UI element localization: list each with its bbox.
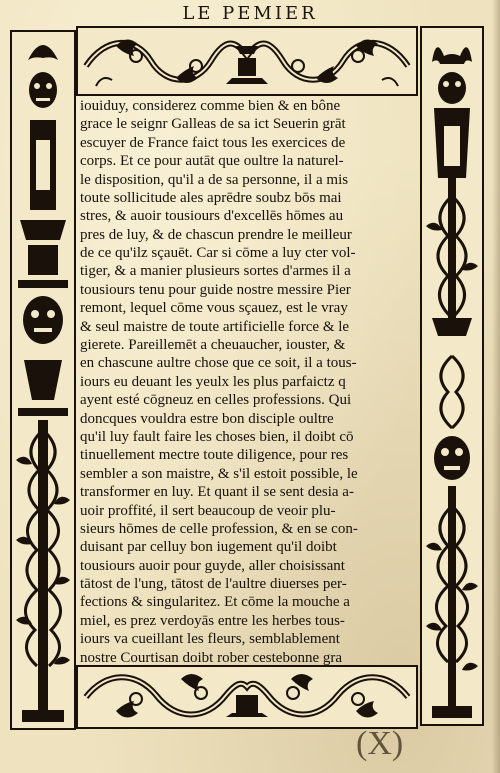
text-line: tiger, & a manier plusieurs sortes d'armes il a (80, 263, 351, 280)
text-line: tousiours auoir pour guyde, aller choisissant (80, 557, 345, 574)
bottom-woodcut-border (76, 665, 418, 729)
text-line: sieurs hōmes de celle profession, & en se con- (80, 520, 358, 537)
top-woodcut-border (76, 26, 418, 96)
text-line: uoir proffité, il sert beaucoup de veoir plu- (80, 502, 336, 519)
text-line: nostre Courtisan doibt rober cestebonne gra (80, 649, 343, 666)
text-line: en chascune aultre chose que ce soit, il a tous- (80, 355, 357, 372)
text-line: & seul maistre de toute artificielle force & le (80, 318, 350, 335)
text-line: escuyer de France faict tous les exercices de (80, 134, 346, 151)
text-line: iours va cueillant les fleurs, semblablement (80, 631, 340, 648)
text-line: tātost de l'ung, tātost de l'aultre diuerses per- (80, 576, 347, 593)
text-line: transformer en luy. Et quant il se sent desia a- (80, 484, 354, 501)
text-line: ayent esté cōgneuz en celles professions. Qui (80, 392, 352, 409)
text-line: grace le seignr Galleas de sa ict Seuerin grāt (80, 116, 346, 133)
right-woodcut-border (420, 26, 484, 726)
text-line: tinuellement mectre toute diligence, pour res (80, 447, 349, 464)
text-line: miel, es prez verdoyās entre les herbes tous- (80, 612, 345, 629)
text-line: toute sollicitude ales aprēdre soubz bōs mai (80, 189, 342, 206)
text-line: qu'il luy fault faire les choses bien, il doibt cō (80, 428, 354, 445)
text-line: fections & singularitez. Et cōme la mouche a (80, 594, 350, 611)
text-line: iouiduy, considerez comme bien & en bône (80, 98, 341, 114)
left-woodcut-border (10, 30, 76, 730)
text-line: duisant par celluy bon iugement qu'il doibt (80, 539, 337, 556)
text-line: doncques vouldra estre bon disciple oultre (80, 410, 334, 427)
text-line: tousiours tenu pour guide nostre messire Pier (80, 281, 351, 298)
text-line: stres, & auoir tousiours d'excellēs hōmes au (80, 208, 344, 225)
text-line: gierete. Pareillemēt a cheuaucher, iouster, & (80, 337, 346, 354)
text-line: pres de luy, & de chascun prendre le meilleur (80, 226, 352, 243)
text-line: le disposition, qu'il a de sa personne, il a mis (80, 171, 349, 188)
body-text (80, 97, 418, 667)
folio-mark: (X) (356, 725, 404, 762)
text-line: remont, lequel cōme vous sçauez, est le vray (80, 300, 348, 317)
text-line: sembler a son maistre, & s'il estoit possible, le (80, 465, 358, 482)
running-head: LE PEMIER (182, 3, 318, 24)
text-line: de ce qu'ilz sçauēt. Car si cōme a luy cter vol- (80, 245, 356, 262)
text-line: iours eu deuant les yeulx les plus parfaictz q (80, 373, 346, 390)
page-edge-shadow (492, 0, 500, 773)
text-line: corps. Et ce pour autāt que oultre la naturel- (80, 153, 344, 170)
